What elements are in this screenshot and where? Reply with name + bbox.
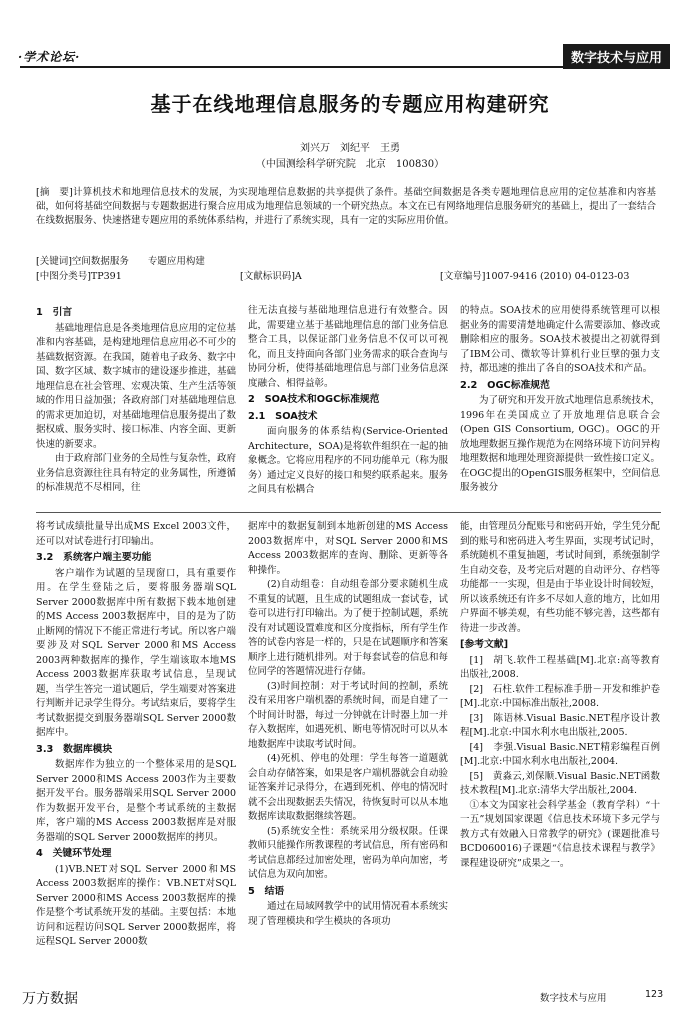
section-heading: 5 结语 [248, 885, 285, 897]
paragraph: 往无法直接与基础地理信息进行有效整合。因此，需要建立基于基础地理信息的部门业务信息整合工具，以保证部门业务信息不仅可以可视化，而且支持面向各部门业务需求的联合查询与协同分析，使得基础地理信息与部门业务信息深度融合、相得益彰。 [248, 305, 448, 389]
bottom-column-1 [36, 520, 236, 975]
paragraph: (5)系统安全性：系统采用分级权限。任课教师只能操作所教课程的考试信息，所有密码和考试信息都经过加密处理，密码为单向加密，考试信息为双向加密。 [248, 825, 448, 880]
reference-item: [1] 胡飞.软件工程基础[M].北京:高等教育出版社,2008. [460, 654, 660, 680]
top-column-2 [248, 304, 448, 509]
clc-number: [中图分类号]TP391 [36, 271, 122, 282]
section-heading: 4 关键环节处理 [36, 848, 112, 859]
section-heading: [参考文献] [460, 639, 509, 650]
paragraph: 将考试成绩批量导出成MS Excel 2003文件，还可以对试卷进行打印输出。 [36, 521, 236, 547]
wanfang-logo: 万方数据 [22, 991, 78, 1007]
paragraph: 客户端作为试题的呈现窗口，具有重要作用。在学生登陆之后，要将服务器端SQL Server 2000数据库中所有数据下载本地创建的MS Access 2003数据库中，目的是为了防止断网的情况下不能正常进行考试。所以客户端要涉及对SQL Server 2000和MS Access 2003两种数据库的操作，学生端该取本地MS Access 2003数据库获取考试信息，呈现试题，当学生答完一道试题后，学生端要对答案进行判断并记录学生得分。考试结束后，要将学生考试数据提交到服务器端SQL Server 2000数据库中。 [36, 567, 236, 738]
reference-item: ①本文为国家社会科学基金（教育学科）“十一五”规划国家课题《信息技术环境下多元学与教方式有效融入日常教学的研究》(课题批准号BCD060016)子课题“《信息技术课程与教学》课程建设研究”成果之一。 [460, 799, 660, 869]
paragraph: (2)自动组卷：自动组卷部分要求随机生成不重复的试题，且生成的试题组成一套试卷，试卷可以进行打印输出。为了便于控制试题，系统没有对试题设置难度和区分度指标，所有学生作答的试卷内容是一样的，只是在试题顺序和答案顺序上进行随机排列。对于每套试卷的信息和每位同学的答题情况进行存储。 [248, 579, 448, 677]
authors: 刘兴万 刘纪平 王勇 [300, 143, 400, 154]
column-tag: ·学术论坛· [18, 50, 81, 64]
article-id: [文章编号]1007-9416 (2010) 04-0123-03 [440, 271, 630, 282]
paragraph: 通过在局域网教学中的试用情况看本系统实现了管理模块和学生模块的各项功 [248, 901, 448, 927]
section-divider [36, 512, 661, 513]
paragraph: 由于政府部门业务的全局性与复杂性，政府业务信息资源往往具有特定的业务属性，所遵循的标准规范不尽相同，往 [36, 453, 236, 493]
keywords: [关键词]空间数据服务 专题应用构建 [36, 256, 205, 267]
reference-item: [2] 石柱.软件工程标准手册－开发和维护卷[M].北京:中国标准出版社,2008. [460, 683, 660, 709]
bottom-column-2 [248, 520, 448, 975]
paragraph: (4)死机、停电的处理：学生每答一道题就会自动存储答案，如果是客户端机器就会自动验证答案并记录得分，在遇到死机、停电的情况时就不会出现数据丢失情况，待恢复时可以从本地数据库读取数据继续答题。 [248, 753, 448, 822]
affiliation: （中国测绘科学研究院 北京 100830） [255, 159, 445, 170]
paragraph: (3)时间控制：对于考试时间的控制，系统没有采用客户端机器的系统时间，而是自建了一个时间计时器，每过一分钟就在计时器上加一并存入数据库，如遇死机、断电等情况时可以从本地数据库中读取考试时间。 [248, 680, 448, 750]
paragraph: 据库中的数据复制到本地新创建的MS Access 2003数据库中，对SQL Server 2000和MS Access 2003数据库的查询、删除、更新等各种操作。 [248, 521, 448, 576]
top-column-3 [460, 304, 660, 509]
page-number: 123 [645, 989, 664, 1000]
paragraph: 为了研究和开发开放式地理信息系统技术，1996年在美国成立了开放地理信息联合会(Open GIS Consortium, OGC)。OGC的开放地理数据互操作规范为在网络环境下访问异构地理数据和地理处理资源提供一致性接口定义。在OGC提出的OpenGIS服务框架中，空间信息服务被分 [460, 395, 660, 493]
paragraph: 的特点。SOA技术的应用使得系统管理可以根据业务的需要清楚地确定什么需要添加、修改或删除相应的服务。SOA技术被提出之初就得到了IBM公司、微软等计算机行业巨擘的强力支持，都迅速的推出了各自的SOA技术和产品。 [460, 305, 660, 374]
abstract: [摘 要]计算机技术和地理信息技术的发展，为实现地理信息数据的共享提供了条件。基础空间数据是各类专题地理信息应用的定位基准和内容基础，如何将基础空间数据与专题数据进行聚合应用成为地理信息领域的一个研究热点。本文在已有网络地理信息服务研究的基础上，提出了一套结合在线数据服务、快速搭建专题应用的系统体系结构，并进行了系统实现，具有一定的实际应用价值。 [36, 187, 656, 226]
paragraph: 基础地理信息是各类地理信息应用的定位基准和内容基础，是构建地理信息应用必不可少的基础数据资源。在我国，随着电子政务、数字中国、数字区域、数字城市的建设逐步推进，基础地理信息在社会管理、宏观决策、生产生活等领域的作用日益加强；各政府部门对基础地理信息的需求更加迫切，对基础地理信息服务提出了数据权威、服务实时、接口标准、内容全面、更新快速的新要求。 [36, 322, 236, 450]
bottom-column-3 [460, 520, 660, 975]
section-heading: 3.2 系统客户端主要功能 [36, 552, 152, 563]
section-heading: 2 SOA技术和OGC标准规范 [248, 394, 380, 405]
paragraph: 数据库作为独立的一个整体采用的是SQL Server 2000和MS Access 2003作为主要数据开发平台。服务器端采用SQL Server 2000作为数据开发平台，是整个考试系统的主数据库，客户端的MS Access 2003数据库是对服务器端的SQL Server 2000数据库的拷贝。 [36, 759, 236, 843]
paragraph: 面向服务的体系结构(Service-Oriented Architecture，SOA)是将软件组织在一起的抽象概念。它将应用程序的不同功能单元（称为服务）通过定义良好的接口和契约联系起来。服务之间具有松耦合 [248, 426, 448, 495]
reference-item: [3] 陈语林.Visual Basic.NET程序设计教程[M].北京:中国水利水电出版社,2005. [460, 712, 660, 738]
section-heading: 1 引言 [36, 307, 73, 318]
paragraph: 能，由管理员分配账号和密码开始，学生凭分配到的账号和密码进入考生界面，实现考试记时，系统随机不重复抽题，考试时间到，系统强制学生自动交卷，及考完后对题的自动评分、存档等功能都一一实现，但是由于毕业设计时间较短，所以该系统还有许多不尽如人意的地方，比如用户界面不够美观，有些功能不够完善，这些都有待进一步改善。 [460, 521, 660, 634]
paragraph: (1)VB.NET对SQL Server 2000和MS Access 2003数据库的操作：VB.NET对SQL Server 2000和MS Access 2003数据库的操作是整个考试系统开发的基础。主要包括：本地访问和远程访问SQL Server 2000数据库，将远程SQL Server 2000数 [36, 863, 236, 947]
journal-badge: 数字技术与应用 [563, 44, 670, 69]
header-rule [20, 66, 670, 68]
document-code: [文献标识码]A [240, 271, 302, 282]
top-column-1 [36, 304, 236, 509]
reference-item: [4] 李强.Visual Basic.NET精彩编程百例[M].北京:中国水利水电出版社,2004. [460, 741, 660, 767]
section-heading: 3.3 数据库模块 [36, 743, 113, 755]
section-heading: 2.1 SOA技术 [248, 410, 318, 422]
footer-journal: 数字技术与应用 [540, 993, 607, 1004]
section-heading: 2.2 OGC标准规范 [460, 379, 550, 391]
article-title: 基于在线地理信息服务的专题应用构建研究 [150, 92, 550, 116]
reference-item: [5] 黄淼云,刘保顺.Visual Basic.NET函数技术教程[M].北京:清华大学出版社,2004. [460, 770, 660, 796]
